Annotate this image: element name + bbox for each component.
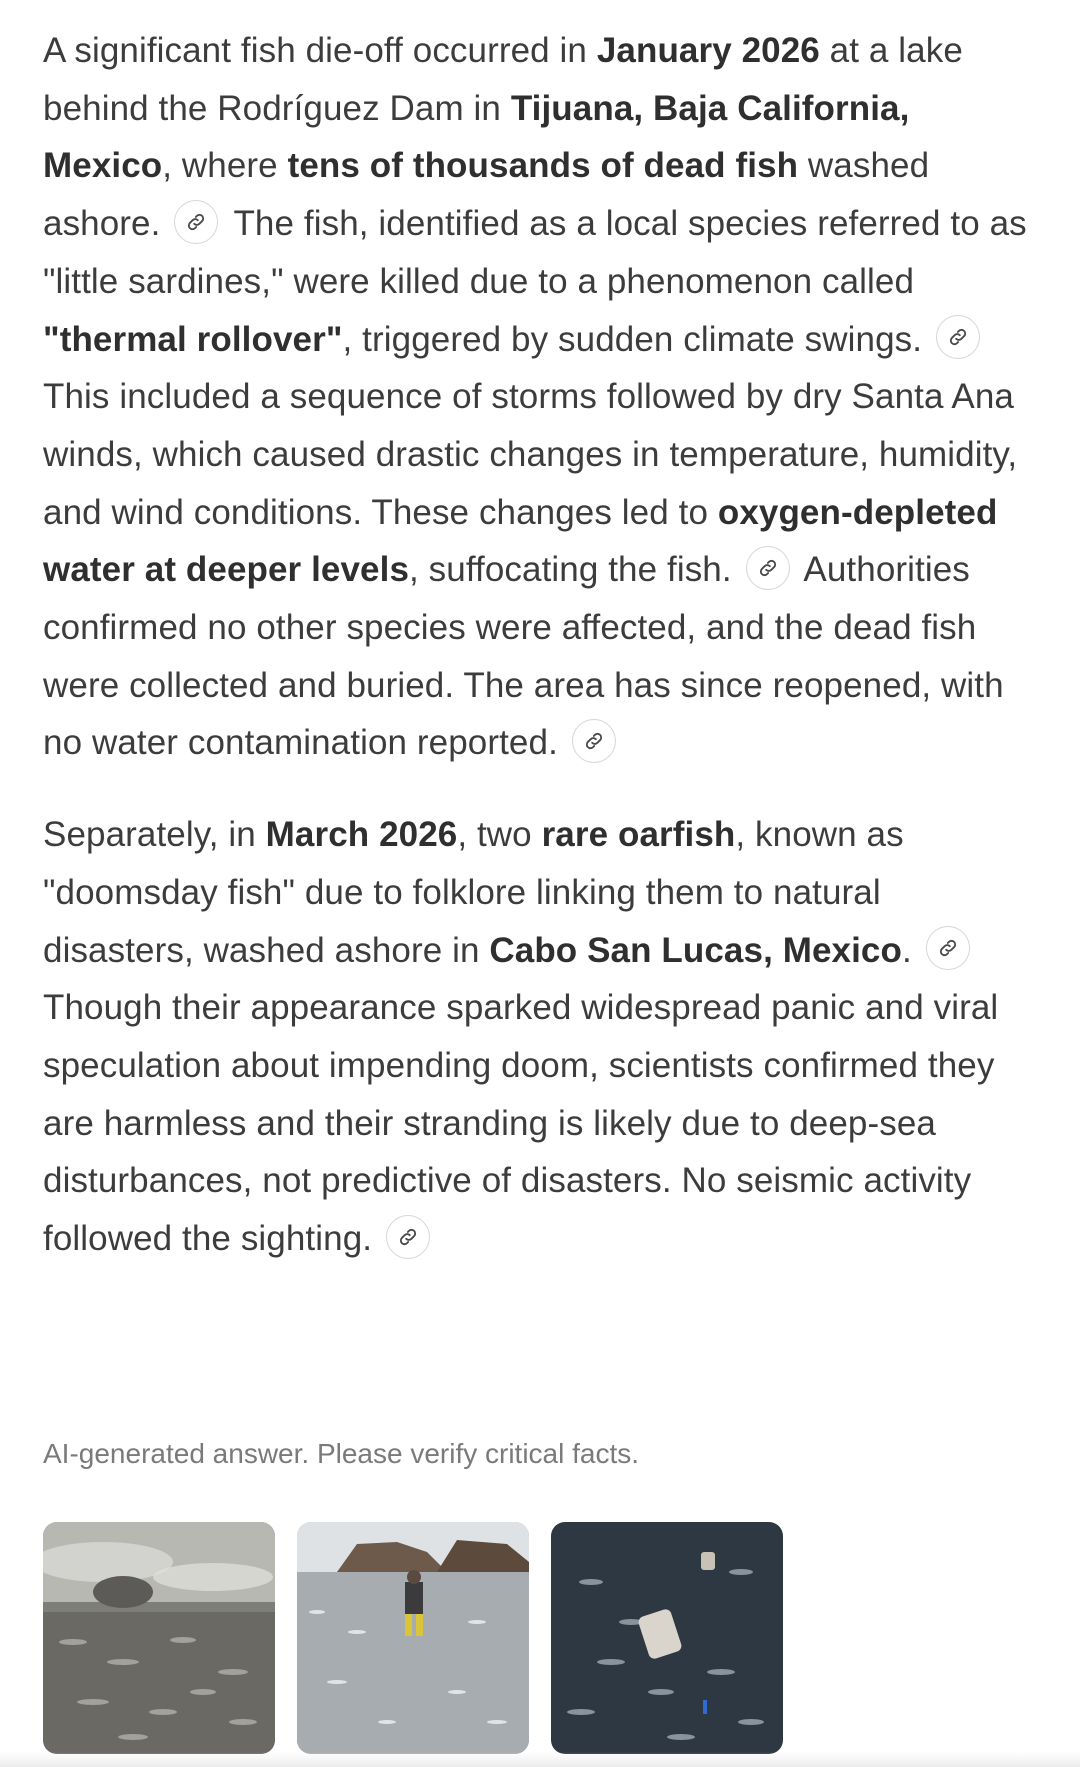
citation-link-button[interactable] bbox=[926, 926, 970, 970]
citation-link-button[interactable] bbox=[572, 719, 616, 763]
answer-text: Separately, in bbox=[43, 815, 266, 855]
bold-highlight: oxygen-depleted water at deeper levels bbox=[43, 492, 998, 590]
ai-answer-content bbox=[43, 22, 1033, 1268]
bold-highlight: March 2026 bbox=[265, 815, 458, 855]
citation-link-button[interactable] bbox=[174, 200, 218, 244]
ai-disclaimer: AI-generated answer. Please verify critical facts. bbox=[43, 1438, 640, 1469]
answer-text: The fish, identified as a local species referred to as "little sardines," were killed due to a phenomenon called bbox=[43, 204, 1027, 301]
answer-text: , known as "doomsday fish" due to folklore linking them to natural disasters, washed ashore in bbox=[43, 815, 904, 970]
citation-link-button[interactable] bbox=[386, 1215, 430, 1259]
image-man-among-sardines[interactable] bbox=[297, 1522, 529, 1754]
bold-highlight: rare oarfish bbox=[541, 815, 736, 855]
answer-text: , where bbox=[162, 146, 288, 186]
bold-highlight: tens of thousands of dead fish bbox=[287, 146, 799, 186]
answer-text: Authorities confirmed no other species were affected, and the dead fish were collected and buried. The area has since reopened, with no water contamination reported. bbox=[43, 550, 1004, 763]
citation-link-button[interactable] bbox=[746, 546, 790, 590]
answer-text: , suffocating the fish. bbox=[409, 550, 742, 590]
answer-text: , two bbox=[457, 815, 542, 855]
answer-text: at a lake behind the Rodríguez Dam in bbox=[43, 31, 963, 128]
bold-highlight: January 2026 bbox=[596, 31, 820, 70]
answer-text: , triggered by sudden climate swings. bbox=[342, 319, 932, 359]
bold-highlight: Tijuana, Baja California, Mexico bbox=[43, 88, 910, 186]
bottom-scroll-fade bbox=[0, 1752, 1080, 1767]
bold-highlight: "thermal rollover" bbox=[43, 319, 343, 359]
citation-link-button[interactable] bbox=[936, 315, 980, 359]
answer-text: washed ashore. bbox=[43, 146, 930, 244]
image-dead-fish-shoreline[interactable] bbox=[43, 1522, 275, 1754]
answer-paragraph bbox=[43, 806, 1033, 1268]
answer-text: Though their appearance sparked widespread panic and viral speculation about impending doom, scientists confirmed they are harmless and their stranding is likely due to deep-sea disturbances, not predictive of disasters. No seismic activity followed the sighting. bbox=[43, 988, 999, 1259]
answer-text: This included a sequence of storms followed by dry Santa Ana winds, which caused drastic changes in temperature, humidity, and wind conditions. These changes led to bbox=[43, 377, 1018, 532]
answer-text: . bbox=[901, 930, 922, 970]
answer-text: A significant fish die-off occurred in bbox=[43, 31, 597, 70]
image-results-row bbox=[43, 1522, 783, 1754]
answer-paragraph bbox=[43, 22, 1033, 772]
bold-highlight: Cabo San Lucas, Mexico bbox=[489, 930, 902, 970]
image-dead-fish-debris[interactable] bbox=[551, 1522, 783, 1754]
